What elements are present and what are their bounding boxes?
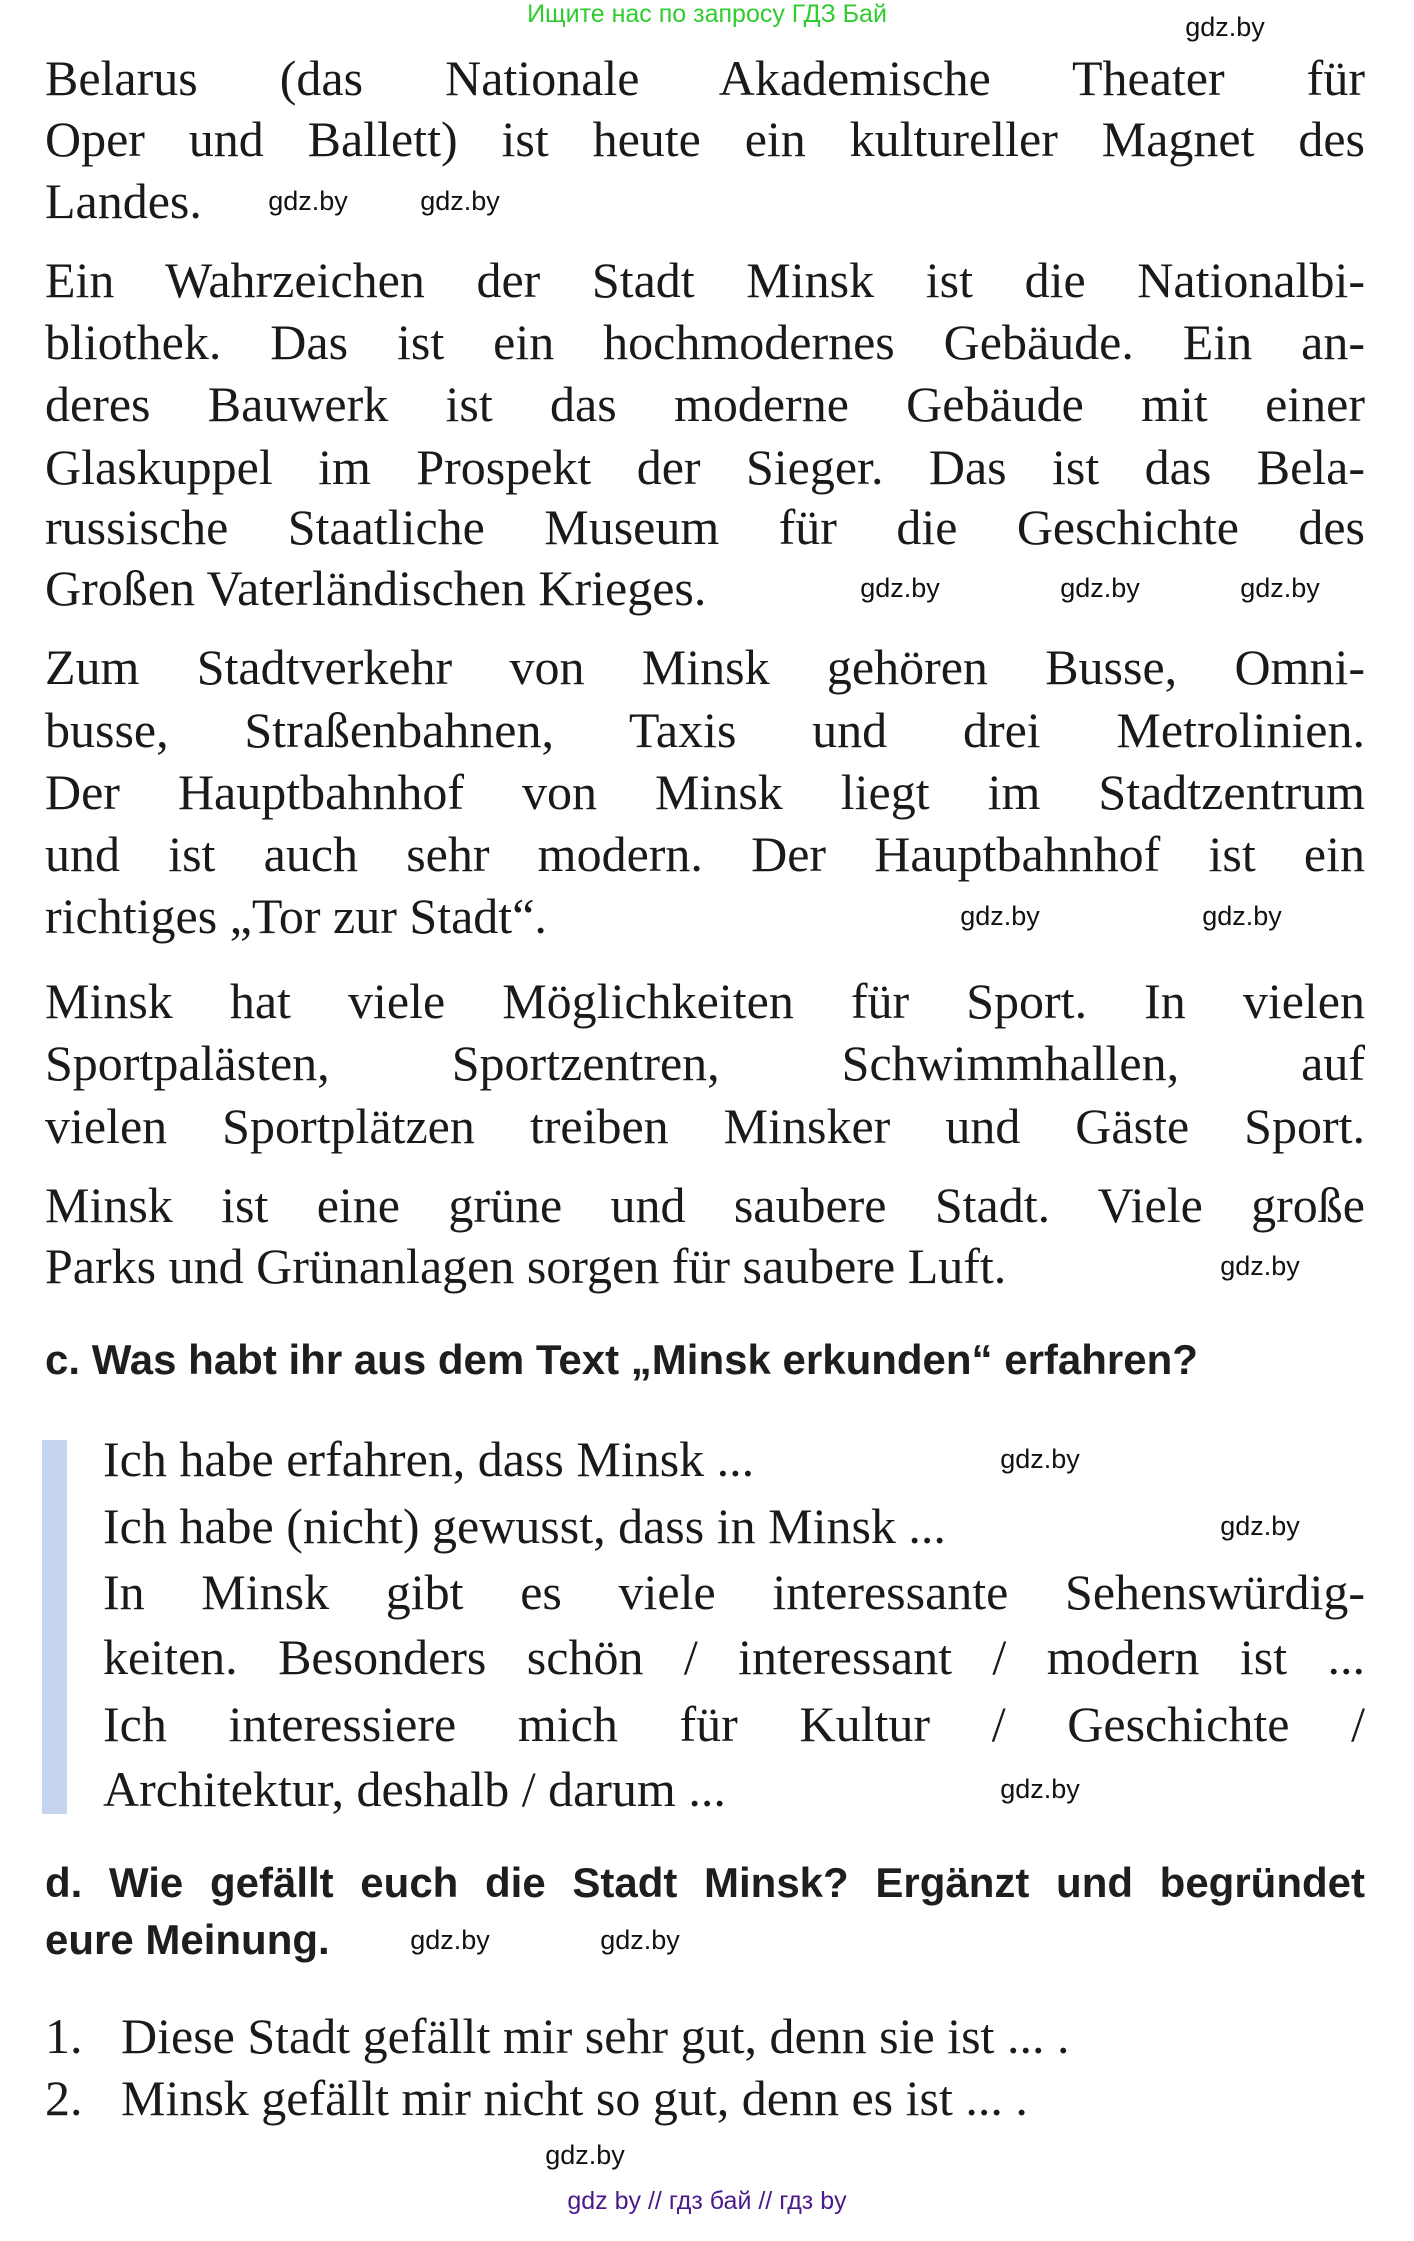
text-line: bliothek. Das ist ein hochmodernes Gebäude. Ein an- [45,314,1365,370]
watermark: gdz.by [1185,12,1265,42]
text-line: Der Hauptbahnhof von Minsk liegt im Stadtzentrum [45,764,1365,820]
text-line: Landes. [45,173,202,229]
watermark: gdz.by [1240,573,1320,603]
watermark: gdz.by [960,901,1040,931]
list-text: Minsk gefällt mir nicht so gut, denn es ist ... . [121,2070,1028,2126]
watermark: gdz.by [410,1925,490,1955]
text-line: Glaskuppel im Prospekt der Sieger. Das ist das Bela- [45,439,1365,495]
watermark: gdz.by [600,1925,680,1955]
watermark: gdz.by [860,573,940,603]
watermark: gdz.by [1060,573,1140,603]
text-line: Parks und Grünanlagen sorgen für saubere Luft. [45,1238,1007,1294]
text-line: Zum Stadtverkehr von Minsk gehören Busse, Omni- [45,639,1365,695]
watermark: gdz.by [1220,1511,1300,1541]
text-line: russische Staatliche Museum für die Geschichte des [45,499,1365,555]
task-c-heading: c. Was habt ihr aus dem Text „Minsk erkunden“ erfahren? [45,1336,1198,1383]
text-line: vielen Sportplätzen treiben Minsker und Gäste Sport. [45,1098,1365,1154]
watermark: gdz.by [1000,1444,1080,1474]
list-text: Diese Stadt gefällt mir sehr gut, denn sie ist ... . [121,2008,1070,2064]
phrase-line: In Minsk gibt es viele interessante Sehenswürdig- [103,1564,1365,1620]
text-line: deres Bauwerk ist das moderne Gebäude mit einer [45,376,1365,432]
task-d-heading: d. Wie gefällt euch die Stadt Minsk? Ergänzt und begründet [45,1859,1365,1906]
footer-links: gdz by // гдз бай // гдз by [567,2187,847,2215]
phrase-line: Ich interessiere mich für Kultur / Geschichte / [103,1696,1365,1752]
text-line: Großen Vaterländischen Krieges. [45,560,707,616]
text-line: richtiges „Tor zur Stadt“. [45,888,547,944]
phrase-line: Architektur, deshalb / darum ... [103,1761,726,1817]
watermark: gdz.by [268,186,348,216]
phrase-line: Ich habe erfahren, dass Minsk ... [103,1431,755,1487]
watermark: gdz.by [420,186,500,216]
list-number: 1. [45,2008,83,2064]
text-line: Ein Wahrzeichen der Stadt Minsk ist die Nationalbi- [45,252,1365,308]
text-line: und ist auch sehr modern. Der Hauptbahnhof ist ein [45,826,1365,882]
text-line: Sportpalästen, Sportzentren, Schwimmhallen, auf [45,1035,1365,1091]
watermark: gdz.by [1220,1251,1300,1281]
phrase-line: Ich habe (nicht) gewusst, dass in Minsk ... [103,1498,946,1554]
text-line: Belarus (das Nationale Akademische Theater für [45,50,1365,106]
text-line: Oper und Ballett) ist heute ein kultureller Magnet des [45,111,1365,167]
watermark: gdz.by [1202,901,1282,931]
watermark: gdz.by [545,2140,625,2170]
text-line: Minsk ist eine grüne und saubere Stadt. Viele große [45,1177,1365,1233]
watermark: gdz.by [1000,1774,1080,1804]
list-number: 2. [45,2070,83,2126]
list-item [45,2067,1028,2129]
phrase-line: keiten. Besonders schön / interessant / modern ist ... [103,1629,1365,1685]
quote-bar [42,1440,67,1814]
text-line: busse, Straßenbahnen, Taxis und drei Metrolinien. [45,702,1365,758]
task-d-heading: eure Meinung. [45,1916,330,1963]
header-banner: Ищите нас по запросу ГДЗ Бай [527,0,887,28]
list-item [45,2005,1069,2067]
text-line: Minsk hat viele Möglichkeiten für Sport. In vielen [45,973,1365,1029]
